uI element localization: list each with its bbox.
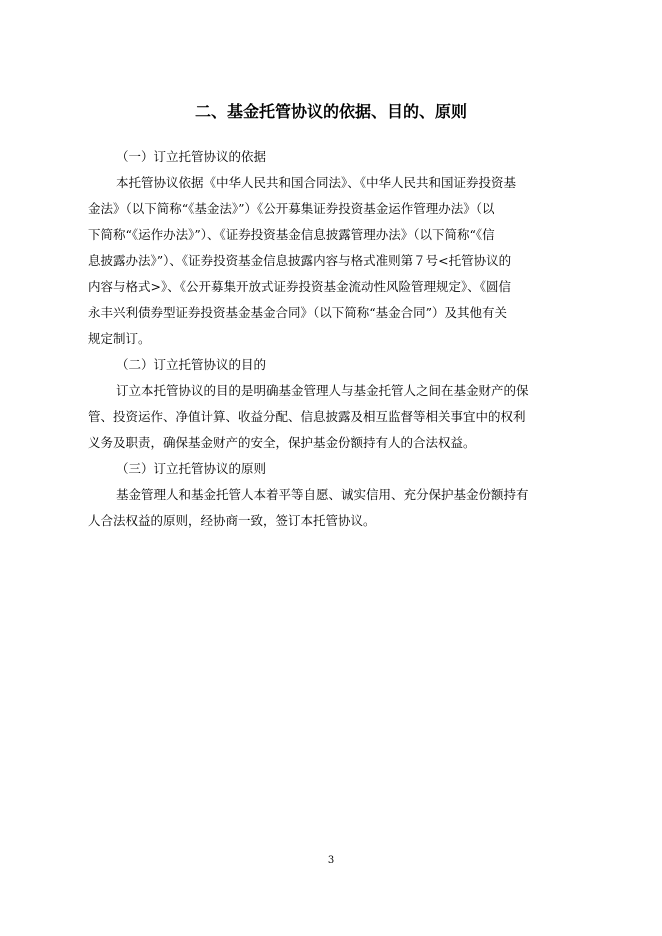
paragraph-line: 本托管协议依据《中华人民共和国合同法》、《中华人民共和国证券投资基 — [116, 175, 517, 190]
paragraph-line: 内容与格式>》、《公开募集开放式证券投资基金流动性风险管理规定》、《圆信 — [88, 279, 511, 294]
paragraph-line: 管、投资运作、净值计算、收益分配、信息披露及相互监督等相关事宜中的权利 — [88, 409, 526, 424]
subsection-heading-purpose: （二）订立托管协议的目的 — [116, 357, 267, 372]
section-title: 二、基金托管协议的依据、目的、原则 — [194, 102, 467, 121]
page-number: 3 — [327, 855, 335, 866]
paragraph-line: 永丰兴利债券型证券投资基金基金合同》（以下简称“基金合同”）及其他有关 — [88, 305, 508, 320]
paragraph-line: 下简称“《运作办法》”）、《证券投资基金信息披露管理办法》（以下简称“《信 — [88, 227, 495, 242]
paragraph-line: 规定制订。 — [88, 331, 151, 346]
paragraph-line: 订立本托管协议的目的是明确基金管理人与基金托管人之间在基金财产的保 — [116, 383, 529, 398]
paragraph-line: 基金管理人和基金托管人本着平等自愿、诚实信用、充分保护基金份额持有 — [116, 487, 529, 502]
subsection-heading-principles: （三）订立托管协议的原则 — [116, 461, 267, 476]
paragraph-line: 人合法权益的原则，经协商一致，签订本托管协议。 — [88, 513, 376, 528]
paragraph-line: 金法》（以下简称“《基金法》”）《公开募集证券投资基金运作管理办法》（以 — [88, 201, 495, 216]
subsection-heading-basis: （一）订立托管协议的依据 — [116, 149, 267, 164]
paragraph-line: 义务及职责，确保基金财产的安全，保护基金份额持有人的合法权益。 — [88, 435, 476, 450]
paragraph-line: 息披露办法》”）、《证券投资基金信息披露内容与格式准则第７号<托管协议的 — [88, 253, 512, 268]
